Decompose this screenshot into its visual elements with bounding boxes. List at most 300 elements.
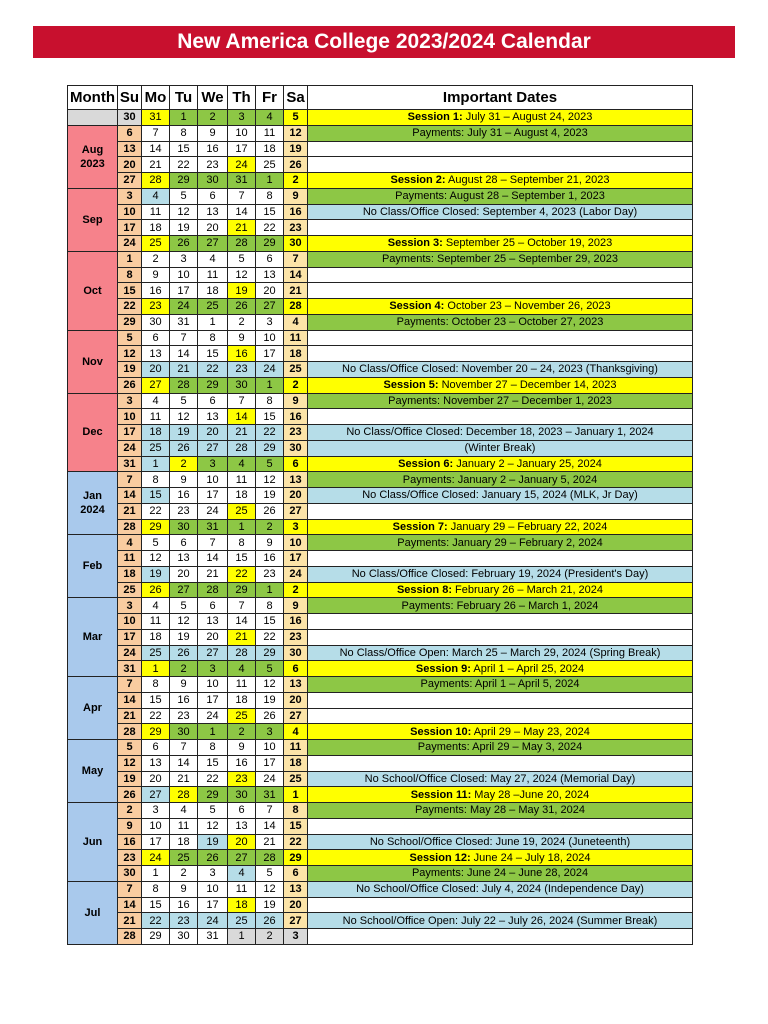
day-cell: 4 (228, 456, 256, 472)
day-cell: 15 (198, 346, 228, 362)
day-cell: 25 (228, 913, 256, 929)
day-cell: 4 (142, 598, 170, 614)
day-cell: 24 (118, 236, 142, 252)
day-cell: 12 (198, 818, 228, 834)
day-cell: 24 (284, 566, 308, 582)
header-sunday: Su (118, 86, 142, 110)
day-cell: 21 (118, 708, 142, 724)
day-cell: 11 (170, 818, 198, 834)
day-cell: 20 (198, 629, 228, 645)
day-cell: 25 (142, 236, 170, 252)
day-cell: 31 (142, 110, 170, 126)
day-cell: 26 (228, 299, 256, 315)
session-range: June 24 – July 18, 2024 (470, 851, 591, 864)
day-cell: 11 (142, 204, 170, 220)
day-cell: 16 (256, 551, 284, 567)
day-cell: 1 (142, 866, 170, 882)
week-row (68, 141, 693, 157)
day-cell: 8 (142, 472, 170, 488)
day-cell: 20 (284, 897, 308, 913)
day-cell: 29 (256, 236, 284, 252)
day-cell: 29 (284, 850, 308, 866)
day-cell: 15 (256, 409, 284, 425)
day-cell: 30 (284, 645, 308, 661)
session-range: April 1 – April 25, 2024 (470, 662, 585, 675)
important-date: Payments: October 23 – October 27, 2023 (308, 314, 693, 330)
important-date: No School/Office Closed: May 27, 2024 (Memorial Day) (308, 771, 693, 787)
day-cell: 21 (198, 566, 228, 582)
important-date (308, 724, 693, 740)
important-date: Payments: May 28 – May 31, 2024 (308, 803, 693, 819)
day-cell: 27 (198, 440, 228, 456)
day-cell: 13 (170, 551, 198, 567)
day-cell: 17 (198, 692, 228, 708)
day-cell: 12 (284, 125, 308, 141)
week-row (68, 393, 693, 409)
day-cell: 20 (142, 362, 170, 378)
day-cell: 2 (198, 110, 228, 126)
week-row (68, 755, 693, 771)
month-name: Apr (83, 702, 102, 714)
day-cell: 16 (228, 755, 256, 771)
day-cell: 6 (170, 535, 198, 551)
day-cell: 17 (256, 346, 284, 362)
month-label (68, 598, 118, 677)
day-cell: 30 (228, 787, 256, 803)
day-cell: 22 (256, 425, 284, 441)
important-date (308, 456, 693, 472)
day-cell: 31 (170, 314, 198, 330)
week-row (68, 929, 693, 945)
week-row (68, 771, 693, 787)
day-cell: 30 (170, 929, 198, 945)
day-cell: 16 (142, 283, 170, 299)
day-cell: 10 (118, 409, 142, 425)
day-cell: 26 (170, 236, 198, 252)
week-row (68, 251, 693, 267)
day-cell: 21 (142, 157, 170, 173)
day-cell: 27 (198, 236, 228, 252)
day-cell: 24 (228, 157, 256, 173)
day-cell: 26 (142, 582, 170, 598)
day-cell: 11 (118, 551, 142, 567)
day-cell: 3 (198, 661, 228, 677)
day-cell: 8 (256, 598, 284, 614)
important-date (308, 377, 693, 393)
day-cell: 17 (284, 551, 308, 567)
day-cell: 23 (284, 220, 308, 236)
week-row (68, 598, 693, 614)
session-label: Session 8: (396, 583, 452, 596)
day-cell: 14 (284, 267, 308, 283)
day-cell: 20 (170, 566, 198, 582)
week-row (68, 519, 693, 535)
day-cell: 28 (228, 236, 256, 252)
day-cell: 12 (170, 204, 198, 220)
header-month: Month (68, 86, 118, 110)
day-cell: 3 (118, 188, 142, 204)
week-row (68, 614, 693, 630)
day-cell: 27 (170, 582, 198, 598)
day-cell: 11 (256, 125, 284, 141)
day-cell: 18 (142, 220, 170, 236)
day-cell: 21 (284, 283, 308, 299)
day-cell: 15 (256, 614, 284, 630)
day-cell: 21 (118, 503, 142, 519)
session-range: July 31 – August 24, 2023 (462, 111, 593, 124)
important-date (308, 283, 693, 299)
day-cell: 23 (256, 566, 284, 582)
day-cell: 30 (284, 440, 308, 456)
month-label (68, 110, 118, 126)
day-cell: 15 (198, 755, 228, 771)
week-row (68, 803, 693, 819)
important-date: Payments: April 1 – April 5, 2024 (308, 677, 693, 693)
day-cell: 16 (170, 897, 198, 913)
day-cell: 9 (228, 740, 256, 756)
day-cell: 14 (198, 551, 228, 567)
day-cell: 3 (170, 251, 198, 267)
day-cell: 5 (256, 661, 284, 677)
day-cell: 21 (228, 220, 256, 236)
important-date: Payments: January 2 – January 5, 2024 (308, 472, 693, 488)
month-label (68, 188, 118, 251)
important-date (308, 236, 693, 252)
week-row (68, 236, 693, 252)
day-cell: 28 (118, 724, 142, 740)
day-cell: 30 (284, 236, 308, 252)
day-cell: 1 (256, 173, 284, 189)
day-cell: 18 (228, 692, 256, 708)
day-cell: 21 (170, 771, 198, 787)
day-cell: 7 (198, 535, 228, 551)
month-name: Feb (82, 560, 103, 573)
day-cell: 7 (170, 740, 198, 756)
important-date: No Class/Office Open: March 25 – March 29, 2024 (Spring Break) (308, 645, 693, 661)
day-cell: 14 (118, 488, 142, 504)
important-date (308, 503, 693, 519)
day-cell: 22 (228, 566, 256, 582)
day-cell: 30 (198, 173, 228, 189)
day-cell: 19 (118, 771, 142, 787)
day-cell: 9 (170, 881, 198, 897)
day-cell: 28 (228, 440, 256, 456)
important-date (308, 267, 693, 283)
day-cell: 24 (170, 299, 198, 315)
day-cell: 4 (118, 535, 142, 551)
week-row (68, 897, 693, 913)
day-cell: 20 (142, 771, 170, 787)
day-cell: 9 (284, 393, 308, 409)
day-cell: 25 (142, 440, 170, 456)
day-cell: 19 (284, 141, 308, 157)
day-cell: 1 (142, 661, 170, 677)
day-cell: 17 (228, 141, 256, 157)
day-cell: 26 (284, 157, 308, 173)
day-cell: 2 (284, 582, 308, 598)
month-name: May (81, 765, 104, 777)
week-row (68, 267, 693, 283)
month-label (68, 535, 118, 598)
day-cell: 9 (170, 677, 198, 693)
day-cell: 11 (198, 267, 228, 283)
day-cell: 19 (228, 283, 256, 299)
header-wednesday: We (198, 86, 228, 110)
day-cell: 2 (256, 929, 284, 945)
day-cell: 7 (142, 125, 170, 141)
day-cell: 14 (142, 141, 170, 157)
day-cell: 21 (228, 425, 256, 441)
day-cell: 23 (284, 425, 308, 441)
day-cell: 9 (228, 330, 256, 346)
day-cell: 2 (170, 456, 198, 472)
day-cell: 12 (118, 346, 142, 362)
week-row (68, 204, 693, 220)
day-cell: 3 (284, 929, 308, 945)
day-cell: 30 (228, 377, 256, 393)
day-cell: 26 (256, 913, 284, 929)
day-cell: 28 (170, 377, 198, 393)
important-date (308, 141, 693, 157)
day-cell: 11 (142, 614, 170, 630)
day-cell: 15 (142, 897, 170, 913)
day-cell: 17 (142, 834, 170, 850)
day-cell: 5 (256, 866, 284, 882)
day-cell: 28 (170, 787, 198, 803)
session-label: Session 1: (407, 111, 463, 124)
day-cell: 3 (256, 724, 284, 740)
day-cell: 31 (256, 787, 284, 803)
day-cell: 8 (170, 125, 198, 141)
important-date (308, 519, 693, 535)
day-cell: 19 (142, 566, 170, 582)
day-cell: 14 (228, 614, 256, 630)
important-date (308, 157, 693, 173)
day-cell: 26 (118, 377, 142, 393)
day-cell: 24 (118, 440, 142, 456)
day-cell: 25 (284, 771, 308, 787)
important-date (308, 755, 693, 771)
day-cell: 17 (118, 425, 142, 441)
day-cell: 18 (228, 897, 256, 913)
day-cell: 4 (142, 393, 170, 409)
day-cell: 15 (228, 551, 256, 567)
day-cell: 13 (198, 204, 228, 220)
day-cell: 27 (284, 708, 308, 724)
day-cell: 3 (142, 803, 170, 819)
day-cell: 18 (170, 834, 198, 850)
day-cell: 10 (170, 267, 198, 283)
day-cell: 3 (256, 314, 284, 330)
week-row (68, 692, 693, 708)
important-date: Payments: July 31 – August 4, 2023 (308, 125, 693, 141)
day-cell: 6 (284, 456, 308, 472)
day-cell: 4 (284, 724, 308, 740)
day-cell: 1 (256, 377, 284, 393)
week-row (68, 834, 693, 850)
day-cell: 25 (284, 362, 308, 378)
day-cell: 11 (142, 409, 170, 425)
month-label (68, 330, 118, 393)
important-date: Payments: June 24 – June 28, 2024 (308, 866, 693, 882)
day-cell: 20 (228, 834, 256, 850)
day-cell: 16 (170, 488, 198, 504)
session-range: August 28 – September 21, 2023 (445, 174, 610, 187)
important-date (308, 220, 693, 236)
week-row (68, 629, 693, 645)
day-cell: 10 (256, 740, 284, 756)
important-date (308, 661, 693, 677)
day-cell: 7 (118, 472, 142, 488)
day-cell: 14 (256, 818, 284, 834)
session-label: Session 10: (410, 725, 472, 738)
important-date (308, 330, 693, 346)
day-cell: 23 (118, 850, 142, 866)
session-label: Session 12: (409, 851, 471, 864)
month-name: Oct (83, 284, 102, 297)
month-label (68, 472, 118, 535)
important-date (308, 787, 693, 803)
day-cell: 19 (256, 692, 284, 708)
day-cell: 21 (228, 629, 256, 645)
day-cell: 4 (228, 661, 256, 677)
day-cell: 19 (170, 425, 198, 441)
day-cell: 5 (170, 598, 198, 614)
day-cell: 17 (198, 488, 228, 504)
day-cell: 8 (284, 803, 308, 819)
important-date (308, 897, 693, 913)
day-cell: 2 (118, 803, 142, 819)
header-thursday: Th (228, 86, 256, 110)
day-cell: 26 (170, 440, 198, 456)
week-row (68, 677, 693, 693)
important-date: No Class/Office Closed: September 4, 2023 (Labor Day) (308, 204, 693, 220)
session-range: May 28 –June 20, 2024 (471, 788, 590, 801)
day-cell: 22 (142, 503, 170, 519)
day-cell: 10 (198, 881, 228, 897)
day-cell: 31 (228, 173, 256, 189)
day-cell: 26 (256, 503, 284, 519)
day-cell: 21 (118, 913, 142, 929)
important-date (308, 692, 693, 708)
day-cell: 24 (118, 645, 142, 661)
session-label: Session 3: (387, 237, 443, 250)
day-cell: 12 (142, 551, 170, 567)
day-cell: 11 (228, 881, 256, 897)
day-cell: 24 (198, 503, 228, 519)
day-cell: 13 (198, 614, 228, 630)
day-cell: 8 (228, 535, 256, 551)
day-cell: 11 (284, 740, 308, 756)
day-cell: 2 (284, 377, 308, 393)
day-cell: 4 (284, 314, 308, 330)
day-cell: 7 (170, 330, 198, 346)
important-date (308, 299, 693, 315)
day-cell: 31 (118, 661, 142, 677)
day-cell: 10 (228, 125, 256, 141)
day-cell: 1 (142, 456, 170, 472)
day-cell: 2 (142, 251, 170, 267)
day-cell: 27 (142, 377, 170, 393)
day-cell: 27 (142, 787, 170, 803)
day-cell: 16 (228, 346, 256, 362)
day-cell: 30 (170, 519, 198, 535)
day-cell: 25 (228, 503, 256, 519)
day-cell: 13 (142, 346, 170, 362)
day-cell: 26 (198, 850, 228, 866)
week-row (68, 881, 693, 897)
week-row (68, 724, 693, 740)
day-cell: 7 (256, 803, 284, 819)
month-name: Aug 2023 (80, 143, 105, 170)
day-cell: 1 (256, 582, 284, 598)
day-cell: 16 (170, 692, 198, 708)
day-cell: 23 (170, 708, 198, 724)
month-label (68, 740, 118, 803)
day-cell: 22 (142, 913, 170, 929)
day-cell: 22 (198, 771, 228, 787)
important-date: No School/Office Closed: July 4, 2024 (Independence Day) (308, 881, 693, 897)
day-cell: 30 (118, 110, 142, 126)
day-cell: 12 (256, 472, 284, 488)
day-cell: 18 (118, 566, 142, 582)
day-cell: 7 (284, 251, 308, 267)
day-cell: 3 (198, 866, 228, 882)
important-date (308, 173, 693, 189)
week-row (68, 299, 693, 315)
day-cell: 10 (284, 535, 308, 551)
day-cell: 29 (198, 377, 228, 393)
day-cell: 6 (118, 125, 142, 141)
day-cell: 18 (228, 488, 256, 504)
week-row (68, 787, 693, 803)
day-cell: 11 (228, 472, 256, 488)
day-cell: 19 (170, 220, 198, 236)
day-cell: 8 (142, 881, 170, 897)
day-cell: 27 (198, 645, 228, 661)
day-cell: 17 (256, 755, 284, 771)
important-date: No Class/Office Closed: November 20 – 24, 2023 (Thanksgiving) (308, 362, 693, 378)
day-cell: 6 (142, 330, 170, 346)
day-cell: 4 (170, 803, 198, 819)
week-row (68, 173, 693, 189)
day-cell: 24 (198, 708, 228, 724)
week-row (68, 110, 693, 126)
day-cell: 3 (228, 110, 256, 126)
day-cell: 14 (170, 346, 198, 362)
day-cell: 12 (256, 677, 284, 693)
day-cell: 13 (284, 677, 308, 693)
day-cell: 8 (118, 267, 142, 283)
day-cell: 16 (198, 141, 228, 157)
day-cell: 27 (118, 173, 142, 189)
day-cell: 19 (170, 629, 198, 645)
day-cell: 27 (284, 503, 308, 519)
important-date (308, 614, 693, 630)
week-row (68, 377, 693, 393)
day-cell: 18 (142, 425, 170, 441)
header-important-dates: Important Dates (308, 86, 693, 110)
day-cell: 12 (118, 755, 142, 771)
day-cell: 17 (118, 220, 142, 236)
week-row (68, 850, 693, 866)
day-cell: 14 (228, 409, 256, 425)
day-cell: 29 (118, 314, 142, 330)
day-cell: 8 (198, 740, 228, 756)
day-cell: 2 (256, 519, 284, 535)
week-row (68, 188, 693, 204)
month-label (68, 125, 118, 188)
